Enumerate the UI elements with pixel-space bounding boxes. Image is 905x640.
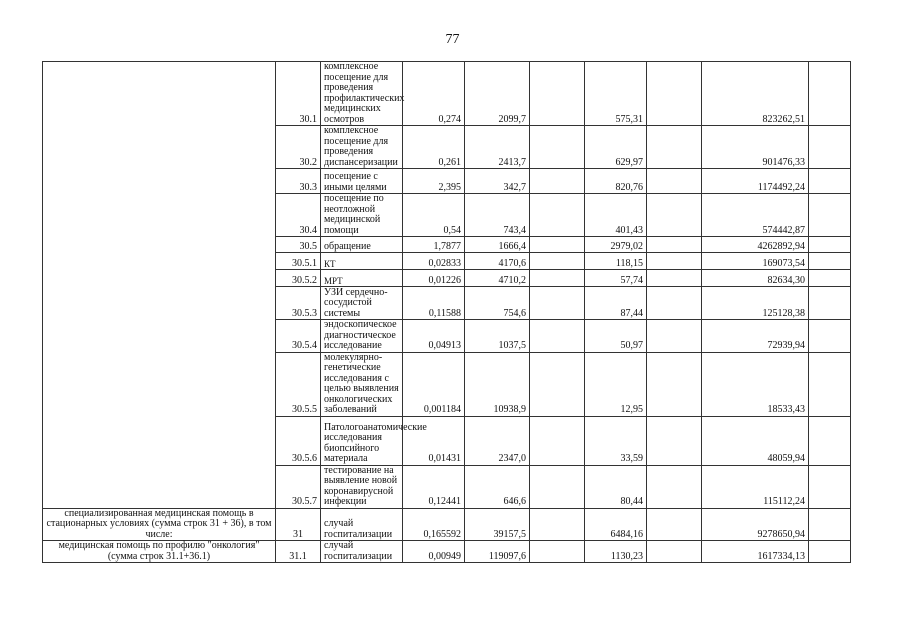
value-cell: 80,44: [585, 465, 647, 508]
empty-cell: [809, 465, 851, 508]
empty-cell: [530, 416, 585, 465]
value-cell: 0,165592: [403, 508, 465, 541]
value-cell: 39157,5: [465, 508, 530, 541]
row-description: эндоскопическое диагностическое исследование: [321, 320, 403, 353]
row-code: 30.3: [276, 169, 321, 194]
empty-cell: [647, 237, 702, 253]
table-row: [43, 508, 851, 541]
empty-cell: [530, 287, 585, 320]
row-description: тестирование на выявление новой коронавирусной инфекции: [321, 465, 403, 508]
value-cell: 4170,6: [465, 253, 530, 270]
row-description: КТ: [321, 253, 403, 270]
value-cell: 0,02833: [403, 253, 465, 270]
value-cell: 2979,02: [585, 237, 647, 253]
row-description: случай госпитализации: [321, 508, 403, 541]
value-cell: 646,6: [465, 465, 530, 508]
empty-cell: [647, 287, 702, 320]
empty-cell: [647, 194, 702, 237]
row-description: МРТ: [321, 270, 403, 287]
value-cell: 57,74: [585, 270, 647, 287]
value-cell: 1174492,24: [702, 169, 809, 194]
empty-cell: [809, 253, 851, 270]
empty-cell: [647, 508, 702, 541]
empty-cell: [647, 352, 702, 416]
empty-cell: [647, 169, 702, 194]
row-description: комплексное посещение для проведения профилактических медицинских осмотров: [321, 62, 403, 126]
empty-cell: [530, 465, 585, 508]
empty-cell: [530, 194, 585, 237]
row-label: специализированная медицинская помощь в стационарных условиях (сумма строк 31 + 36), в том числе:: [43, 508, 276, 541]
row-code: 30.5.5: [276, 352, 321, 416]
row-code: 30.2: [276, 126, 321, 169]
empty-cell: [809, 320, 851, 353]
row-code: 30.5.6: [276, 416, 321, 465]
value-cell: 9278650,94: [702, 508, 809, 541]
empty-cell: [647, 253, 702, 270]
value-cell: 1037,5: [465, 320, 530, 353]
row-description: УЗИ сердечно-сосудистой системы: [321, 287, 403, 320]
value-cell: 820,76: [585, 169, 647, 194]
empty-cell: [530, 320, 585, 353]
row-description: молекулярно-генетические исследования с целью выявления онкологических заболеваний: [321, 352, 403, 416]
value-cell: 82634,30: [702, 270, 809, 287]
empty-cell: [647, 320, 702, 353]
empty-cell: [809, 508, 851, 541]
value-cell: 125128,38: [702, 287, 809, 320]
empty-cell: [809, 237, 851, 253]
value-cell: 575,31: [585, 62, 647, 126]
value-cell: 1666,4: [465, 237, 530, 253]
empty-cell: [809, 169, 851, 194]
value-cell: 0,00949: [403, 541, 465, 563]
value-cell: 0,01431: [403, 416, 465, 465]
value-cell: 4262892,94: [702, 237, 809, 253]
value-cell: 401,43: [585, 194, 647, 237]
value-cell: 0,54: [403, 194, 465, 237]
value-cell: 18533,43: [702, 352, 809, 416]
row-code: 31.1: [276, 541, 321, 563]
row-code: 30.4: [276, 194, 321, 237]
empty-cell: [530, 169, 585, 194]
row-description: Патологоанатомические исследования биопсийного материала: [321, 416, 403, 465]
value-cell: 1617334,13: [702, 541, 809, 563]
empty-cell: [647, 270, 702, 287]
row-code: 31: [276, 508, 321, 541]
row-description: посещение по неотложной медицинской помощи: [321, 194, 403, 237]
value-cell: 1130,23: [585, 541, 647, 563]
empty-cell: [647, 62, 702, 126]
value-cell: 342,7: [465, 169, 530, 194]
empty-cell: [530, 352, 585, 416]
value-cell: 2099,7: [465, 62, 530, 126]
value-cell: 0,001184: [403, 352, 465, 416]
row-description: посещение с иными целями: [321, 169, 403, 194]
value-cell: 0,01226: [403, 270, 465, 287]
empty-cell: [647, 465, 702, 508]
value-cell: 574442,87: [702, 194, 809, 237]
value-cell: 823262,51: [702, 62, 809, 126]
table-row: [43, 62, 851, 126]
empty-cell: [647, 126, 702, 169]
empty-cell: [809, 541, 851, 563]
empty-cell: [530, 126, 585, 169]
empty-cell: [809, 270, 851, 287]
empty-cell: [647, 541, 702, 563]
empty-cell: [530, 62, 585, 126]
empty-cell: [809, 126, 851, 169]
row-description: обращение: [321, 237, 403, 253]
empty-cell: [809, 62, 851, 126]
empty-cell: [809, 194, 851, 237]
empty-cell: [530, 541, 585, 563]
value-cell: 87,44: [585, 287, 647, 320]
group-label-cell: [43, 62, 276, 509]
value-cell: 0,261: [403, 126, 465, 169]
row-code: 30.5.3: [276, 287, 321, 320]
value-cell: 754,6: [465, 287, 530, 320]
value-cell: 1,7877: [403, 237, 465, 253]
value-cell: 0,11588: [403, 287, 465, 320]
value-cell: 629,97: [585, 126, 647, 169]
row-code: 30.5.2: [276, 270, 321, 287]
row-description: комплексное посещение для проведения диспансеризации: [321, 126, 403, 169]
value-cell: 33,59: [585, 416, 647, 465]
value-cell: 10938,9: [465, 352, 530, 416]
empty-cell: [530, 508, 585, 541]
value-cell: 119097,6: [465, 541, 530, 563]
empty-cell: [809, 352, 851, 416]
row-code: 30.5.4: [276, 320, 321, 353]
value-cell: 72939,94: [702, 320, 809, 353]
row-code: 30.5.7: [276, 465, 321, 508]
value-cell: 12,95: [585, 352, 647, 416]
empty-cell: [530, 270, 585, 287]
value-cell: 6484,16: [585, 508, 647, 541]
row-code: 30.5: [276, 237, 321, 253]
value-cell: 2347,0: [465, 416, 530, 465]
value-cell: 4710,2: [465, 270, 530, 287]
empty-cell: [809, 416, 851, 465]
value-cell: 169073,54: [702, 253, 809, 270]
row-description: случай госпитализации: [321, 541, 403, 563]
row-label: медицинская помощь по профилю "онкология" (сумма строк 31.1+36.1): [43, 541, 276, 563]
value-cell: 2,395: [403, 169, 465, 194]
table-row: [43, 541, 851, 563]
value-cell: 0,04913: [403, 320, 465, 353]
page-number: 77: [445, 32, 460, 47]
value-cell: 0,274: [403, 62, 465, 126]
value-cell: 50,97: [585, 320, 647, 353]
value-cell: 2413,7: [465, 126, 530, 169]
empty-cell: [530, 237, 585, 253]
value-cell: 901476,33: [702, 126, 809, 169]
empty-cell: [647, 416, 702, 465]
row-code: 30.5.1: [276, 253, 321, 270]
value-cell: 743,4: [465, 194, 530, 237]
empty-cell: [809, 287, 851, 320]
value-cell: 48059,94: [702, 416, 809, 465]
empty-cell: [530, 253, 585, 270]
value-cell: 0,12441: [403, 465, 465, 508]
value-cell: 115112,24: [702, 465, 809, 508]
data-table: [42, 61, 851, 563]
row-code: 30.1: [276, 62, 321, 126]
value-cell: 118,15: [585, 253, 647, 270]
